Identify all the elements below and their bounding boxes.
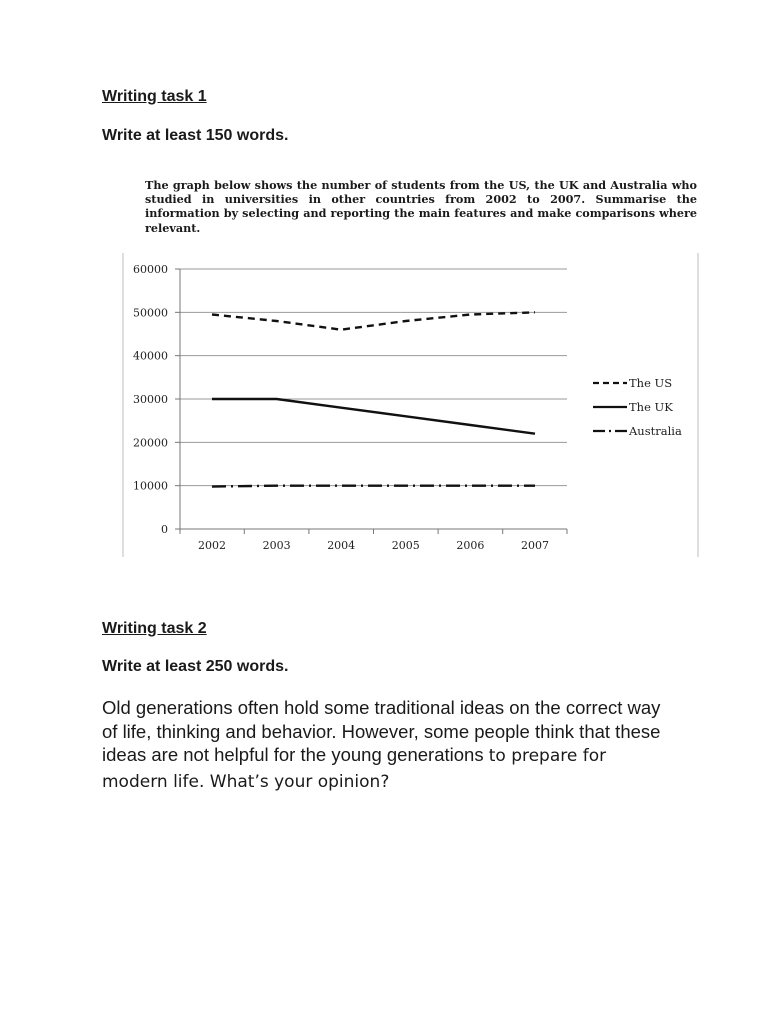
y-tick-label: 10000 xyxy=(133,479,168,493)
x-tick-label: 2006 xyxy=(456,539,485,552)
legend-label: The UK xyxy=(629,400,673,414)
y-axis-ticks xyxy=(133,263,168,536)
task1-heading: Writing task 1 xyxy=(102,88,207,105)
legend-label: Australia xyxy=(629,424,682,438)
x-axis-ticks xyxy=(180,529,567,552)
series-line-the-uk xyxy=(212,399,535,434)
chart-legend xyxy=(593,376,682,438)
task2-word-count-instruction: Write at least 250 words. xyxy=(102,658,289,675)
task1-prompt: The graph below shows the number of students from the US, the UK and Australia who studied in universities in other countries from 2002 to 2007. Summarise the information by selecting and reporting the main features and make comparisons where relevant. xyxy=(145,178,697,235)
x-tick-label: 2003 xyxy=(262,539,291,552)
y-tick-label: 20000 xyxy=(133,436,168,450)
task2-heading: Writing task 2 xyxy=(102,620,207,637)
y-tick-label: 60000 xyxy=(133,263,168,276)
series-line-the-us xyxy=(212,312,535,329)
x-tick-label: 2005 xyxy=(391,539,420,552)
task2-prompt xyxy=(102,696,662,794)
y-tick-label: 50000 xyxy=(133,306,168,320)
x-tick-label: 2002 xyxy=(198,539,226,552)
task2-prompt-part1: Old generations often hold some traditional ideas on the correct way of life, thinking and behavior. However, some people think that these ideas are not helpful for the young generations xyxy=(102,697,661,765)
task2-prompt-part2: to prepare for modern life. What’s your opinion? xyxy=(102,746,607,792)
x-tick-label: 2004 xyxy=(327,539,356,552)
y-tick-label: 0 xyxy=(161,523,168,536)
chart-frame xyxy=(123,253,698,557)
y-tick-label: 40000 xyxy=(133,349,168,363)
x-tick-label: 2007 xyxy=(521,539,549,552)
y-tick-label: 30000 xyxy=(133,393,168,406)
legend-label: The US xyxy=(629,376,673,390)
task1-word-count-instruction: Write at least 150 words. xyxy=(102,127,289,144)
